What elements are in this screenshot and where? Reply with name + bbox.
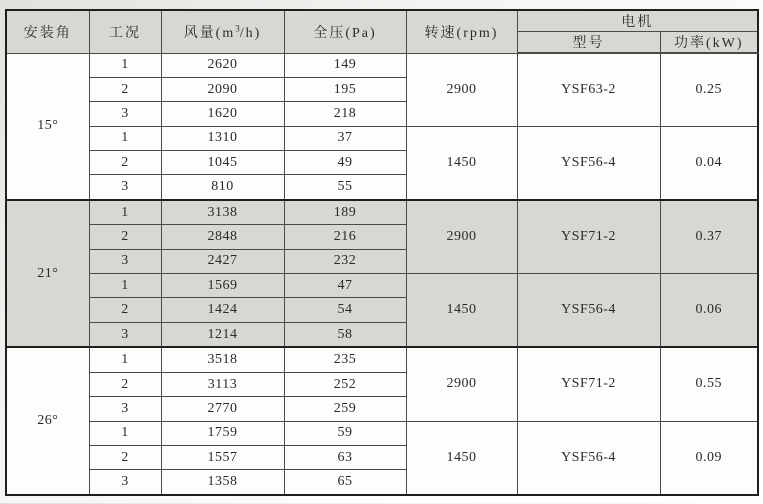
airflow-cell: 2090 xyxy=(161,77,284,101)
condition-cell: 3 xyxy=(89,470,161,495)
condition-cell: 3 xyxy=(89,102,161,126)
condition-cell: 3 xyxy=(89,175,161,200)
pressure-cell: 49 xyxy=(284,150,406,174)
power-cell: 0.25 xyxy=(660,53,758,126)
col-header-motor: 电机 xyxy=(517,10,758,32)
rpm-cell: 2900 xyxy=(406,347,517,421)
header-row-top xyxy=(6,10,758,32)
condition-cell: 1 xyxy=(89,200,161,225)
condition-cell: 1 xyxy=(89,126,161,150)
airflow-cell: 1045 xyxy=(161,150,284,174)
condition-cell: 3 xyxy=(89,249,161,273)
condition-cell: 3 xyxy=(89,322,161,347)
airflow-label-suffix: /h) xyxy=(239,25,262,41)
pressure-cell: 252 xyxy=(284,372,406,396)
angle-cell: 21° xyxy=(6,200,89,348)
pressure-cell: 216 xyxy=(284,225,406,249)
condition-cell: 3 xyxy=(89,397,161,421)
model-cell: YSF56-4 xyxy=(517,126,660,200)
condition-cell: 2 xyxy=(89,298,161,322)
condition-cell: 2 xyxy=(89,77,161,101)
airflow-cell: 2620 xyxy=(161,53,284,77)
condition-cell: 2 xyxy=(89,150,161,174)
model-cell: YSF71-2 xyxy=(517,347,660,421)
pressure-cell: 259 xyxy=(284,397,406,421)
airflow-cell: 1620 xyxy=(161,102,284,126)
angle-cell: 15° xyxy=(6,53,89,200)
airflow-cell: 2848 xyxy=(161,225,284,249)
col-header-airflow xyxy=(161,10,284,53)
condition-cell: 1 xyxy=(89,274,161,298)
condition-cell: 1 xyxy=(89,53,161,77)
airflow-superscript: 3 xyxy=(235,23,240,34)
col-header-power: 功率(kW) xyxy=(660,32,758,54)
airflow-cell: 1214 xyxy=(161,322,284,347)
airflow-cell: 1569 xyxy=(161,274,284,298)
airflow-cell: 1759 xyxy=(161,421,284,445)
power-cell: 0.04 xyxy=(660,126,758,200)
airflow-cell: 2427 xyxy=(161,249,284,273)
power-cell: 0.37 xyxy=(660,200,758,274)
power-cell: 0.09 xyxy=(660,421,758,495)
rpm-cell: 2900 xyxy=(406,200,517,274)
pressure-cell: 63 xyxy=(284,445,406,469)
table-row xyxy=(6,200,758,225)
table-row xyxy=(6,421,758,445)
airflow-cell: 3518 xyxy=(161,347,284,372)
pressure-cell: 37 xyxy=(284,126,406,150)
rpm-cell: 1450 xyxy=(406,421,517,495)
condition-cell: 1 xyxy=(89,347,161,372)
col-header-pressure: 全压(Pa) xyxy=(284,10,406,53)
table-body xyxy=(6,53,758,495)
pressure-cell: 47 xyxy=(284,274,406,298)
airflow-cell: 2770 xyxy=(161,397,284,421)
model-cell: YSF63-2 xyxy=(517,53,660,126)
airflow-cell: 1358 xyxy=(161,470,284,495)
airflow-cell: 810 xyxy=(161,175,284,200)
pressure-cell: 235 xyxy=(284,347,406,372)
rpm-cell: 1450 xyxy=(406,274,517,348)
rpm-cell: 1450 xyxy=(406,126,517,200)
fan-spec-table xyxy=(5,9,759,496)
pressure-cell: 189 xyxy=(284,200,406,225)
table-row xyxy=(6,274,758,298)
table-header xyxy=(6,10,758,53)
pressure-cell: 218 xyxy=(284,102,406,126)
pressure-cell: 59 xyxy=(284,421,406,445)
col-header-angle: 安装角 xyxy=(6,10,89,53)
airflow-label-prefix: 风量(m xyxy=(183,25,236,41)
airflow-cell: 1557 xyxy=(161,445,284,469)
pressure-cell: 54 xyxy=(284,298,406,322)
airflow-cell: 1310 xyxy=(161,126,284,150)
angle-cell: 26° xyxy=(6,347,89,495)
model-cell: YSF71-2 xyxy=(517,200,660,274)
table-row xyxy=(6,126,758,150)
col-header-condition: 工况 xyxy=(89,10,161,53)
condition-cell: 2 xyxy=(89,445,161,469)
table-row xyxy=(6,53,758,77)
col-header-speed: 转速(rpm) xyxy=(406,10,517,53)
airflow-cell: 3113 xyxy=(161,372,284,396)
model-cell: YSF56-4 xyxy=(517,274,660,348)
condition-cell: 2 xyxy=(89,372,161,396)
condition-cell: 1 xyxy=(89,421,161,445)
condition-cell: 2 xyxy=(89,225,161,249)
power-cell: 0.55 xyxy=(660,347,758,421)
power-cell: 0.06 xyxy=(660,274,758,348)
model-cell: YSF56-4 xyxy=(517,421,660,495)
col-header-model: 型号 xyxy=(517,32,660,54)
pressure-cell: 55 xyxy=(284,175,406,200)
table-row xyxy=(6,347,758,372)
airflow-cell: 1424 xyxy=(161,298,284,322)
pressure-cell: 65 xyxy=(284,470,406,495)
rpm-cell: 2900 xyxy=(406,53,517,126)
pressure-cell: 58 xyxy=(284,322,406,347)
pressure-cell: 149 xyxy=(284,53,406,77)
pressure-cell: 195 xyxy=(284,77,406,101)
airflow-cell: 3138 xyxy=(161,200,284,225)
pressure-cell: 232 xyxy=(284,249,406,273)
